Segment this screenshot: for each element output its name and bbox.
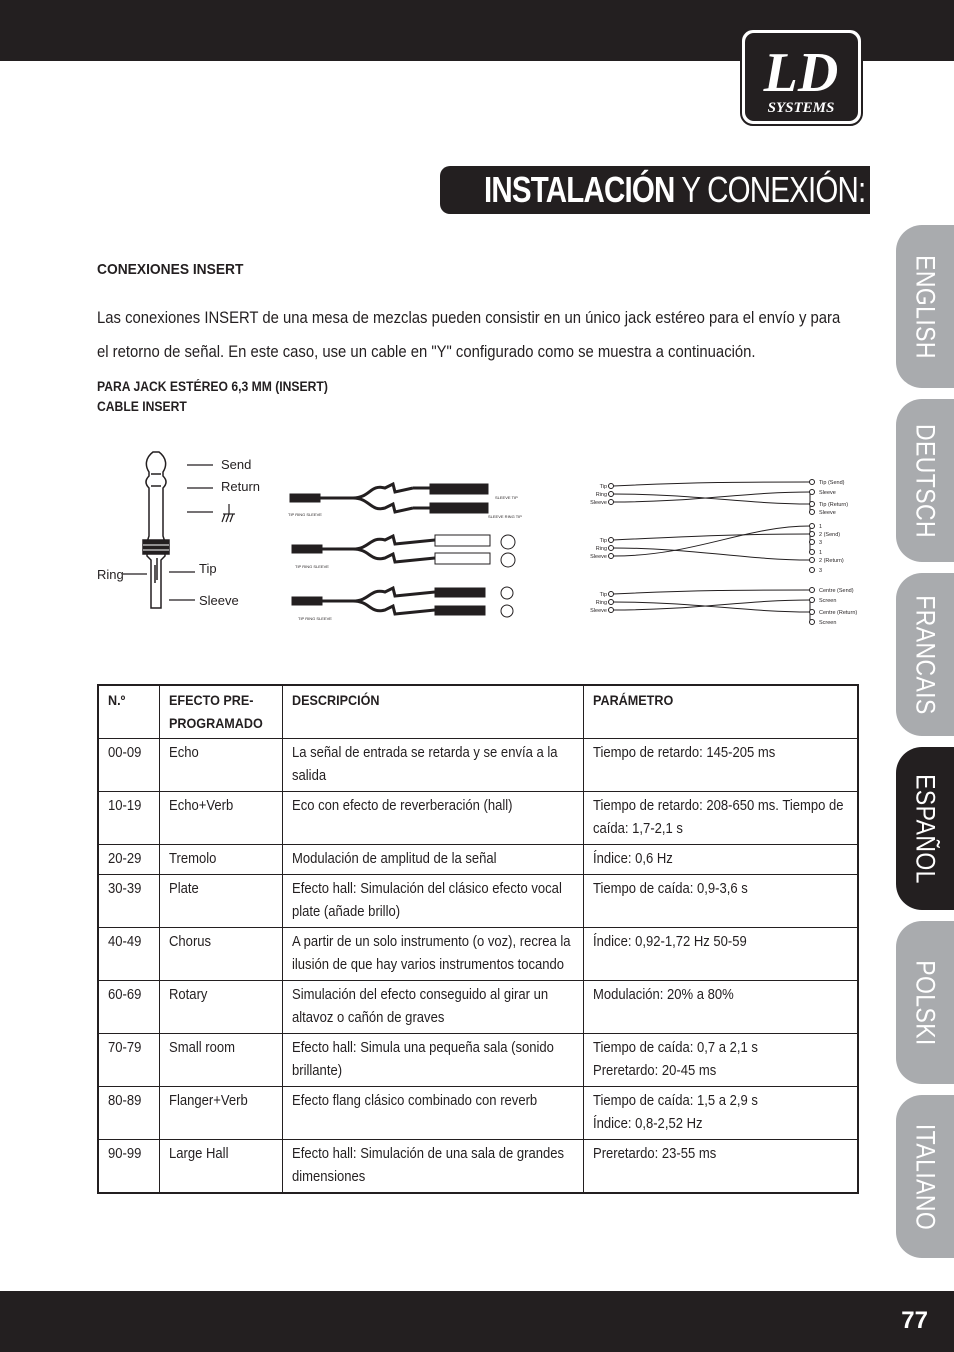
table-cell: Efecto hall: Simula una pequeña sala (sonido brillante) bbox=[282, 1034, 583, 1087]
wire-label-right: 2 (Send) bbox=[819, 532, 841, 538]
table-cell: 10-19 bbox=[98, 792, 159, 845]
wire-label-right: Centre (Return) bbox=[819, 610, 858, 616]
table-cell: Tiempo de retardo: 145-205 ms bbox=[584, 739, 858, 792]
wire-label-left: Ring bbox=[595, 546, 607, 552]
wire-label-right: 1 bbox=[819, 524, 823, 530]
table-cell: 20-29 bbox=[98, 845, 159, 875]
table-cell: Tiempo de retardo: 208-650 ms. Tiempo de caída: 1,7-2,1 s bbox=[584, 792, 858, 845]
tab-label: POLSKI bbox=[910, 959, 941, 1046]
jack-label-ring: Ring bbox=[97, 567, 124, 582]
tab-italiano[interactable] bbox=[896, 1095, 954, 1258]
table-row bbox=[98, 928, 858, 981]
table-cell: Efecto hall: Simulación del clásico efecto vocal plate (añade brillo) bbox=[282, 875, 583, 928]
tab-english[interactable] bbox=[896, 225, 954, 388]
table-cell: Tiempo de caída: 0,9-3,6 s bbox=[584, 875, 858, 928]
page-title-bar bbox=[440, 166, 870, 214]
table-cell: Flanger+Verb bbox=[159, 1087, 282, 1140]
table-cell: Simulación del efecto conseguido al girar un altavoz o cañón de graves bbox=[282, 981, 583, 1034]
table-cell: 40-49 bbox=[98, 928, 159, 981]
tab-espanol[interactable] bbox=[896, 747, 954, 910]
table-cell: Large Hall bbox=[159, 1140, 282, 1194]
sub-heading-line: PARA JACK ESTÉREO 6,3 MM (INSERT) bbox=[97, 379, 328, 394]
cable-label: SLEEVE TIP bbox=[495, 495, 518, 500]
jack-label-return: Return bbox=[221, 479, 261, 494]
header-cell: N.º bbox=[98, 685, 159, 739]
logo-text: LD bbox=[763, 42, 839, 104]
table-row bbox=[98, 739, 858, 792]
header-cell: EFECTO PRE-PROGRAMADO bbox=[159, 685, 282, 739]
table-cell: Plate bbox=[159, 875, 282, 928]
table-row bbox=[98, 875, 858, 928]
table-cell: Tiempo de caída: 1,5 a 2,9 s Índice: 0,8-2,52 Hz bbox=[584, 1087, 858, 1140]
tab-label: ESPAÑOL bbox=[910, 773, 941, 884]
effects-table bbox=[97, 684, 859, 1194]
table-cell: Echo bbox=[159, 739, 282, 792]
tab-label: ENGLISH bbox=[910, 254, 941, 359]
page-title bbox=[484, 169, 865, 211]
cable-label: TIP RING SLEEVE bbox=[298, 616, 332, 621]
wire-label-left: Sleeve bbox=[590, 608, 607, 614]
section-heading: CONEXIONES INSERT bbox=[97, 261, 244, 278]
table-cell: Tremolo bbox=[159, 845, 282, 875]
title-rest: Y CONEXIÓN: bbox=[674, 169, 866, 210]
table-cell: Índice: 0,6 Hz bbox=[584, 845, 858, 875]
table-cell: Echo+Verb bbox=[159, 792, 282, 845]
tab-label: DEUTSCH bbox=[910, 423, 941, 538]
intro-line: el retorno de señal. En este caso, use un cable en "Y" configurado como se muestra a continuación. bbox=[97, 343, 756, 361]
table-cell: 00-09 bbox=[98, 739, 159, 792]
table-header-row bbox=[98, 685, 858, 739]
table-row bbox=[98, 1140, 858, 1194]
sub-heading-line: CABLE INSERT bbox=[97, 399, 187, 414]
table-cell: Chorus bbox=[159, 928, 282, 981]
table-cell: Modulación de amplitud de la señal bbox=[282, 845, 583, 875]
table-cell: Modulación: 20% a 80% bbox=[584, 981, 858, 1034]
insert-cable-diagram bbox=[95, 440, 865, 640]
table-cell: A partir de un solo instrumento (o voz), recrea la ilusión de que hay varios instrumentos tocando bbox=[282, 928, 583, 981]
table-cell: Rotary bbox=[159, 981, 282, 1034]
title-bold: INSTALACIÓN bbox=[484, 169, 675, 210]
table-cell: 90-99 bbox=[98, 1140, 159, 1194]
table-cell: Efecto flang clásico combinado con reverb bbox=[282, 1087, 583, 1140]
wire-label-right: 3 bbox=[819, 540, 823, 546]
logo-subtext: SYSTEMS bbox=[767, 100, 835, 116]
jack-label-tip: Tip bbox=[199, 561, 217, 576]
table-row bbox=[98, 1087, 858, 1140]
intro-line: Las conexiones INSERT de una mesa de mezclas pueden consistir en un único jack estéreo para el envío y para bbox=[97, 309, 841, 327]
cable-label: TIP RING SLEEVE bbox=[295, 564, 329, 569]
table-cell: 30-39 bbox=[98, 875, 159, 928]
table-cell: Efecto hall: Simulación de una sala de grandes dimensiones bbox=[282, 1140, 583, 1194]
wire-label-left: Tip bbox=[599, 484, 607, 490]
wire-label-right: 1 bbox=[819, 550, 823, 556]
table-cell: Tiempo de caída: 0,7 a 2,1 s Preretardo: 20-45 ms bbox=[584, 1034, 858, 1087]
tab-label: FRANCAIS bbox=[910, 594, 941, 715]
table-row bbox=[98, 845, 858, 875]
table-body bbox=[98, 739, 858, 1194]
table-cell: Índice: 0,92-1,72 Hz 50-59 bbox=[584, 928, 858, 981]
tab-label: ITALIANO bbox=[910, 1123, 941, 1230]
table-cell: 70-79 bbox=[98, 1034, 159, 1087]
sub-heading bbox=[97, 377, 328, 417]
tab-polski[interactable] bbox=[896, 921, 954, 1084]
table-cell: 80-89 bbox=[98, 1087, 159, 1140]
wire-label-left: Sleeve bbox=[590, 500, 607, 506]
bottom-bar bbox=[0, 1291, 954, 1352]
table-cell: 60-69 bbox=[98, 981, 159, 1034]
y-cable-drawings bbox=[290, 484, 515, 617]
tab-deutsch[interactable] bbox=[896, 399, 954, 562]
wire-label-left: Ring bbox=[595, 600, 607, 606]
ld-systems-logo bbox=[740, 28, 863, 126]
wire-label-right: Sleeve bbox=[819, 490, 836, 496]
table-cell: La señal de entrada se retarda y se envía a la salida bbox=[282, 739, 583, 792]
cable-label: SLEEVE RING TIP bbox=[488, 514, 522, 519]
table-cell: Eco con efecto de reverberación (hall) bbox=[282, 792, 583, 845]
table-cell: Preretardo: 23-55 ms bbox=[584, 1140, 858, 1194]
jack-label-send: Send bbox=[221, 457, 252, 472]
wire-label-right: 2 (Return) bbox=[819, 558, 844, 564]
wire-label-right: 3 bbox=[819, 568, 823, 574]
wire-label-right: Tip (Return) bbox=[819, 502, 849, 508]
wire-label-right: Tip (Send) bbox=[819, 480, 845, 486]
tab-francais[interactable] bbox=[896, 573, 954, 736]
table-row bbox=[98, 981, 858, 1034]
wire-label-right: Screen bbox=[819, 598, 837, 604]
wire-label-right: Sleeve bbox=[819, 510, 836, 516]
cable-label: TIP RING SLEEVE bbox=[288, 512, 322, 517]
wire-label-right: Screen bbox=[819, 620, 837, 626]
wire-label-right: Centre (Send) bbox=[819, 588, 854, 594]
wire-label-left: Tip bbox=[599, 592, 607, 598]
intro-paragraph bbox=[97, 301, 841, 369]
jack-label-sleeve: Sleeve bbox=[199, 593, 239, 608]
header-cell: DESCRIPCIÓN bbox=[282, 685, 583, 739]
table-cell: Small room bbox=[159, 1034, 282, 1087]
table-row bbox=[98, 1034, 858, 1087]
wiring-schematic bbox=[613, 482, 810, 622]
header-cell: PARÁMETRO bbox=[584, 685, 858, 739]
page-number: 77 bbox=[901, 1307, 928, 1334]
wire-label-left: Sleeve bbox=[590, 554, 607, 560]
wire-label-left: Ring bbox=[595, 492, 607, 498]
jack-plug-drawing bbox=[143, 452, 169, 608]
wire-label-left: Tip bbox=[599, 538, 607, 544]
table-row bbox=[98, 792, 858, 845]
